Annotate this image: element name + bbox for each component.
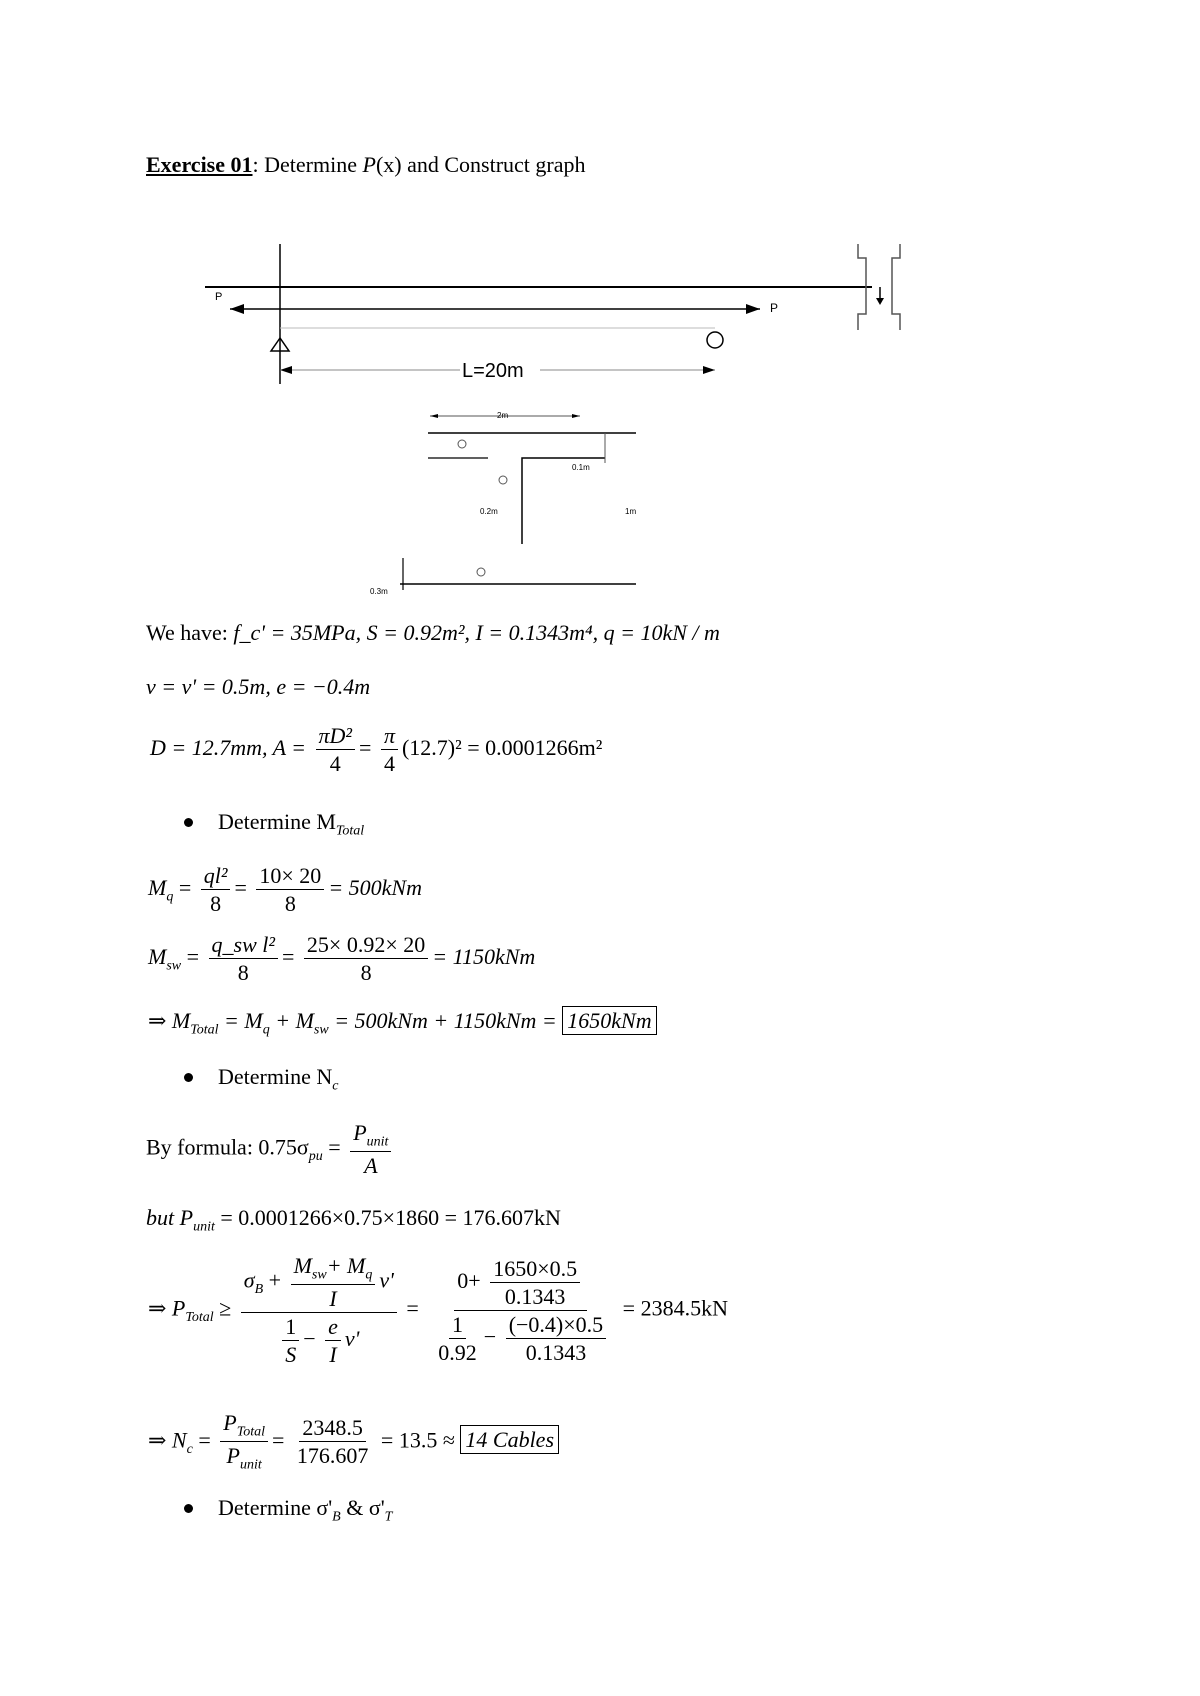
bullet: [184, 1073, 193, 1082]
top-dimension: 2m: [497, 411, 509, 420]
step3-heading: Determine $\sigma'_B$ & $\sigma'_T$: [218, 1495, 393, 1525]
step1-heading: Determine $M_{Total}$: [218, 809, 365, 839]
punit-line: but $P_{unit} = 0.0001266\times 0.75\times 1860 = 176.607kN$: [146, 1205, 561, 1235]
mq-equation: $M_q$ = $\frac{\text{ql²}}{8}$ = $\frac{10\times 20}{8}$ = 500kNm: [148, 863, 422, 916]
height-dimension: 1m: [625, 507, 637, 516]
given-line-1: We have: f_c' = 35MPa, S = 0.92m², I = 0.1343m⁴, q = 10kN / m: [146, 620, 720, 645]
given-line-3: D = 12.7mm, A = $\frac{\text{πD²}}{4}$ = $\frac{\pi}{4}$ (12.7)² = 0.0001266m²: [150, 723, 603, 776]
force-left-label: P: [215, 291, 223, 303]
bottom-dimension: 0.3m: [370, 587, 388, 596]
given-line-2: v = v' = 0.5m, e = −0.4m: [146, 674, 371, 699]
ptotal-equation: ⇒ $P_{Total}$ ≥ $\sigma_B$ + $\frac{M_{sw}+ M_q}{I}$ v' $\frac{1}{S}$ − $\frac{e}{I}$ v' = 0+ $\frac{1650\times 0.5}{0.1343}$ $\frac{1}{0.92}$ − $\frac{(-0.4)\times 0.5}{0.1343}$ = 2384.5kN: [148, 1253, 728, 1368]
formula-line: By formula: $0.75\sigma_{pu}$ = $\frac{P_{unit}}{A}$: [146, 1122, 395, 1177]
msw-equation: $M_{sw}$ = $\frac{\text{q\_sw l²}}{8}$ = $\frac{25\times 0.92\times 20}{8}$ = 1150kNm: [148, 932, 536, 985]
bullet: [184, 818, 193, 827]
flange-dimension: 0.1m: [572, 463, 590, 472]
mtotal-result-box: 1650kNm: [562, 1006, 656, 1035]
step2-heading: Determine $N_c$: [218, 1064, 339, 1094]
bullet: [184, 1504, 193, 1513]
span-label: L=20m: [462, 360, 524, 382]
web-dimension: 0.2m: [480, 507, 498, 516]
force-right-label: P: [770, 301, 779, 315]
cross-section-diagram: [0, 0, 1200, 600]
nc-result-box: 14 Cables: [460, 1425, 559, 1454]
nc-equation: ⇒ $N_c$ = $\frac{P_{Total}}{P_{unit}}$ = $\frac{2348.5}{176.607}$ = 13.5 ≈ 14 Cables: [148, 1412, 559, 1473]
mtotal-equation: ⇒ $M_{Total} = M_q + M_{sw} = 500kNm + 1150kNm = 1650kNm$: [148, 1010, 657, 1037]
exercise-title: Exercise 01: Determine P(x) and Construct graph: [146, 152, 586, 177]
